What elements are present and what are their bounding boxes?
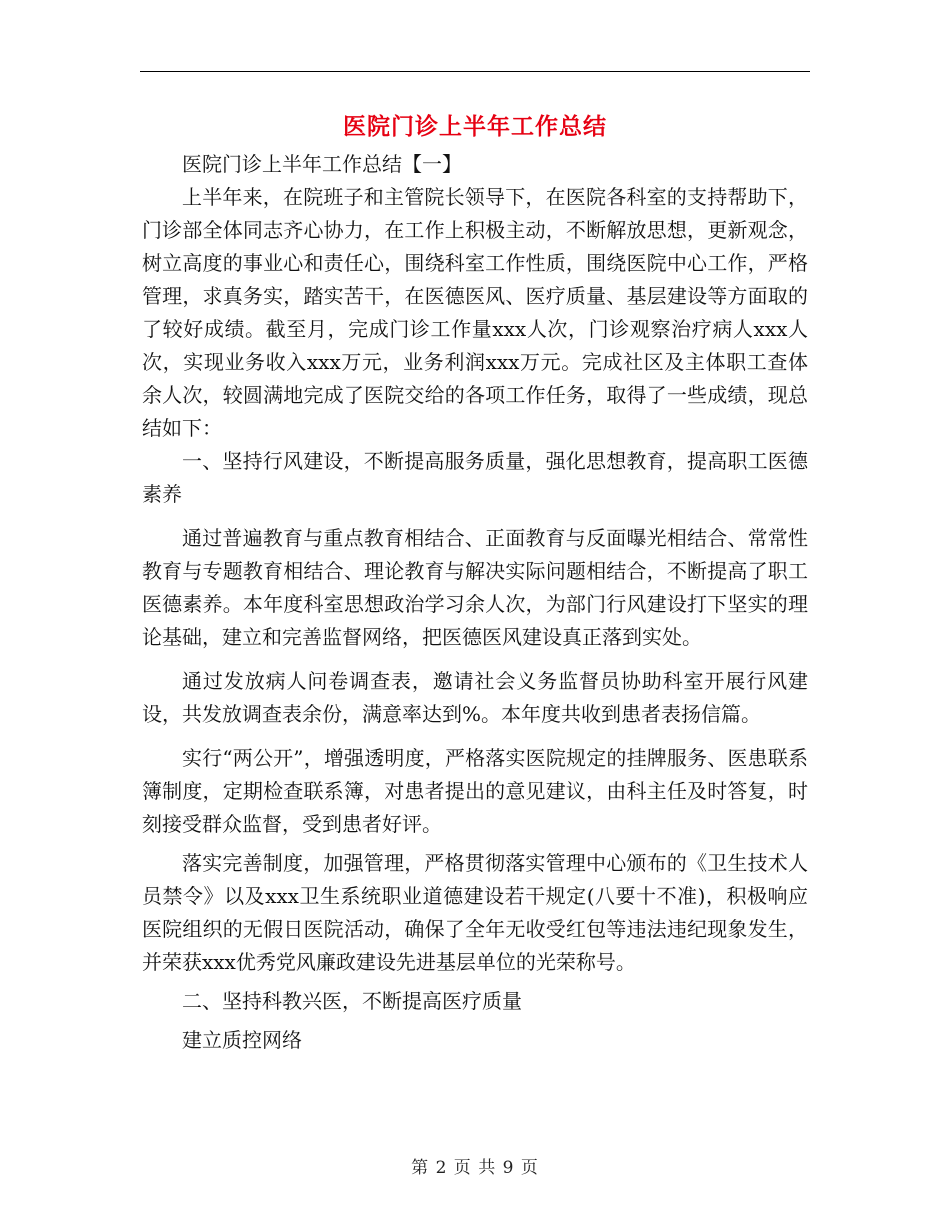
header-divider: [140, 71, 810, 72]
body-paragraph: 实行“两公开”，增强透明度，严格落实医院规定的挂牌服务、医患联系簿制度，定期检查联系簿，对患者提出的意见建议，由科主任及时答复，时刻接受群众监督，受到患者好评。: [142, 746, 808, 836]
subtitle-paragraph: 医院门诊上半年工作总结【一】: [182, 152, 462, 176]
document-title: 医院门诊上半年工作总结: [343, 113, 607, 140]
body-paragraph: 通过发放病人问卷调查表，邀请社会义务监督员协助科室开展行风建设，共发放调查表余份，满意率达到%。本年度共收到患者表扬信篇。: [142, 669, 808, 726]
section-heading-1: 一、坚持行风建设，不断提高服务质量，强化思想教育，提高职工医德素养: [142, 449, 808, 506]
document-body: [142, 148, 808, 1057]
intro-paragraph: 上半年来，在院班子和主管院长领导下，在医院各科室的支持帮助下，门诊部全体同志齐心协力，在工作上积极主动，不断解放思想，更新观念，树立高度的事业心和责任心，围绕科室工作性质，围绕医院中心工作，严格管理，求真务实，踏实苦干，在医德医风、医疗质量、基层建设等方面取的了较好成绩。截至月，完成门诊工作量xxx人次，门诊观察治疗病人xxx人次，实现业务收入xxx万元，业务利润xxx万元。完成社区及主体职工查体余人次，较圆满地完成了医院交给的各项工作任务，取得了一些成绩，现总结如下：: [142, 185, 808, 440]
section-heading-2: 二、坚持科教兴医，不断提高医疗质量: [182, 989, 522, 1013]
sub-heading: 建立质控网络: [182, 1028, 302, 1052]
body-paragraph: 通过普遍教育与重点教育相结合、正面教育与反面曝光相结合、常常性教育与专题教育相结合、理论教育与解决实际问题相结合，不断提高了职工医德素养。本年度科室思想政治学习余人次，为部门行风建设打下坚实的理论基础，建立和完善监督网络，把医德医风建设真正落到实处。: [142, 526, 808, 649]
page-number-footer: 第 2 页 共 9 页: [411, 1158, 539, 1178]
body-paragraph: 落实完善制度，加强管理，严格贯彻落实管理中心颁布的《卫生技术人员禁令》以及xxx卫生系统职业道德建设若干规定(八要十不准)，积极响应医院组织的无假日医院活动，确保了全年无收受红包等违法违纪现象发生，并荣获xxx优秀党风廉政建设先进基层单位的光荣称号。: [142, 851, 808, 974]
